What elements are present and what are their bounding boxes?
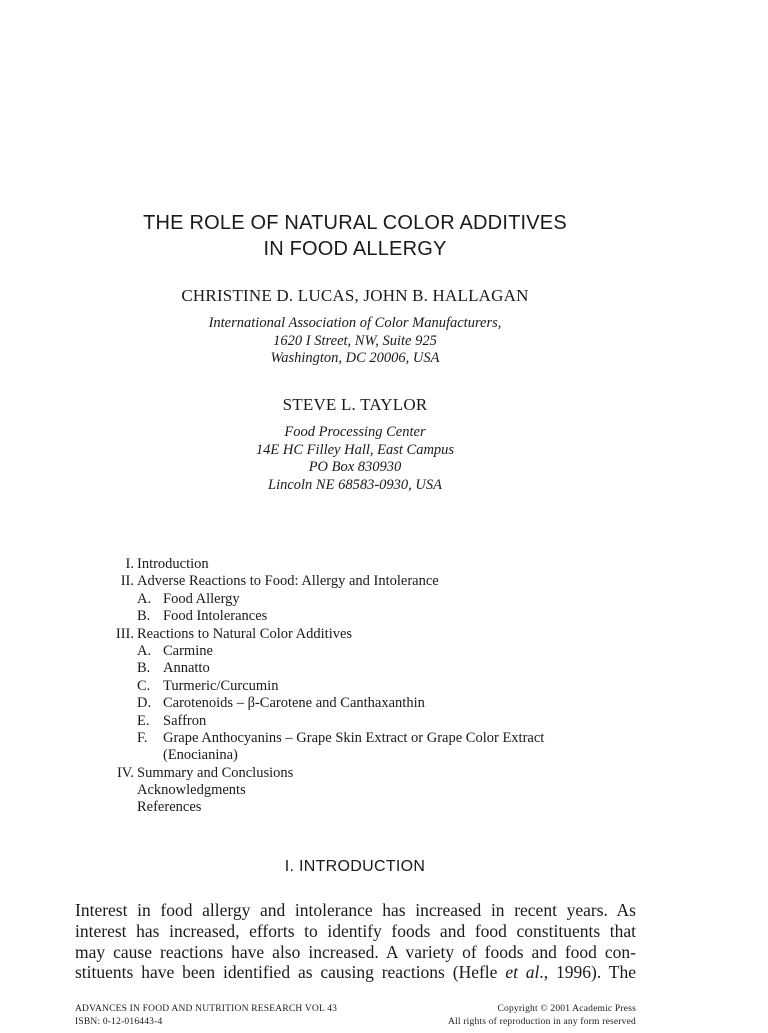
rights-line: All rights of reproduction in any form reserved: [447, 1017, 636, 1027]
author-names-2: STEVE L. TAYLOR: [282, 395, 428, 414]
toc-text: References: [137, 799, 202, 816]
section-heading: I. INTRODUCTION: [284, 858, 426, 875]
footer-right: [448, 1003, 636, 1029]
affiliation-2-line: Food Processing Center: [284, 424, 426, 440]
body-line: interest has increased, efforts to identify foods and food constituents that: [75, 920, 636, 941]
affiliation-1-line: Washington, DC 20006, USA: [270, 350, 440, 366]
copyright-line: Copyright © 2001 Academic Press: [497, 1004, 636, 1014]
journal-line: ADVANCES IN FOOD AND NUTRITION RESEARCH VOL 43: [75, 1004, 338, 1014]
toc-number: I.: [125, 556, 134, 572]
isbn-line: ISBN: 0-12-016443-4: [75, 1017, 163, 1027]
title-line-2: IN FOOD ALLERGY: [263, 238, 447, 260]
body-paragraph: [75, 900, 636, 983]
toc-text: (Enocianina): [163, 747, 238, 764]
toc-text: Grape Anthocyanins – Grape Skin Extract or Grape Color Extract: [163, 729, 545, 746]
toc-letter: C.: [137, 677, 151, 694]
toc-text: Reactions to Natural Color Additives: [137, 625, 353, 642]
toc-entry: [100, 591, 660, 608]
toc-text: Carmine: [163, 642, 213, 659]
toc-letter: E.: [137, 712, 150, 729]
body-line: Interest in food allergy and intolerance has increased in recent years. As: [75, 900, 636, 920]
toc-entry: [100, 713, 660, 730]
body-line: may cause reactions have also increased. A variety of foods and food con-: [75, 941, 636, 962]
toc-entry: [100, 678, 660, 695]
affiliation-1-line: International Association of Color Manufacturers,: [208, 315, 502, 331]
toc-text: Saffron: [163, 712, 207, 729]
toc-entry: [100, 730, 660, 747]
toc-text: Adverse Reactions to Food: Allergy and Intolerance: [137, 573, 439, 590]
toc-entry: [100, 573, 660, 590]
toc-letter: A.: [137, 642, 152, 659]
toc-text: Annatto: [163, 660, 210, 677]
toc-text: Introduction: [137, 556, 209, 572]
toc-letter: A.: [137, 590, 152, 607]
title-line-1: THE ROLE OF NATURAL COLOR ADDITIVES: [143, 212, 567, 234]
toc-entry: [100, 643, 660, 660]
toc-letter: D.: [137, 695, 152, 712]
toc-text: Food Allergy: [163, 590, 240, 607]
affiliation-2: [0, 424, 710, 494]
body-line: stituents have been identified as causing reactions (Hefle et al., 1996). The: [75, 962, 637, 983]
toc-letter: B.: [137, 660, 151, 677]
affiliation-2-line: Lincoln NE 68583-0930, USA: [268, 476, 442, 493]
table-of-contents: [100, 556, 660, 817]
footer-left: [75, 1003, 337, 1029]
toc-number: IV.: [116, 764, 134, 781]
toc-number: II.: [120, 573, 134, 590]
toc-entry: [100, 608, 660, 625]
toc-entry: [100, 626, 660, 643]
affiliation-1-line: 1620 I Street, NW, Suite 925: [273, 332, 437, 349]
toc-entry: [100, 660, 660, 677]
toc-entry: [100, 695, 660, 712]
affiliation-2-line: 14E HC Filley Hall, East Campus: [255, 441, 455, 458]
toc-text: Food Intolerances: [163, 608, 268, 625]
affiliation-1: [0, 315, 710, 368]
toc-entry: [100, 747, 660, 764]
citation-et-al: et al: [505, 962, 540, 983]
paper-title: [0, 210, 710, 262]
toc-letter: B.: [137, 608, 151, 625]
affiliation-2-line: PO Box 830930: [308, 459, 402, 475]
author-names-1: CHRISTINE D. LUCAS, JOHN B. HALLAGAN: [181, 286, 529, 305]
toc-entry: [100, 799, 660, 816]
toc-text: Acknowledgments: [137, 782, 246, 799]
toc-letter: F.: [137, 729, 148, 746]
toc-text: Turmeric/Curcumin: [163, 677, 279, 694]
page-footer: [75, 1003, 636, 1033]
toc-text: Carotenoids – β-Carotene and Canthaxanthin: [163, 695, 425, 712]
toc-entry: [100, 782, 660, 799]
toc-text: Summary and Conclusions: [137, 764, 294, 781]
toc-number: III.: [115, 625, 134, 642]
toc-entry: [100, 765, 660, 782]
toc-entry: [100, 556, 660, 573]
